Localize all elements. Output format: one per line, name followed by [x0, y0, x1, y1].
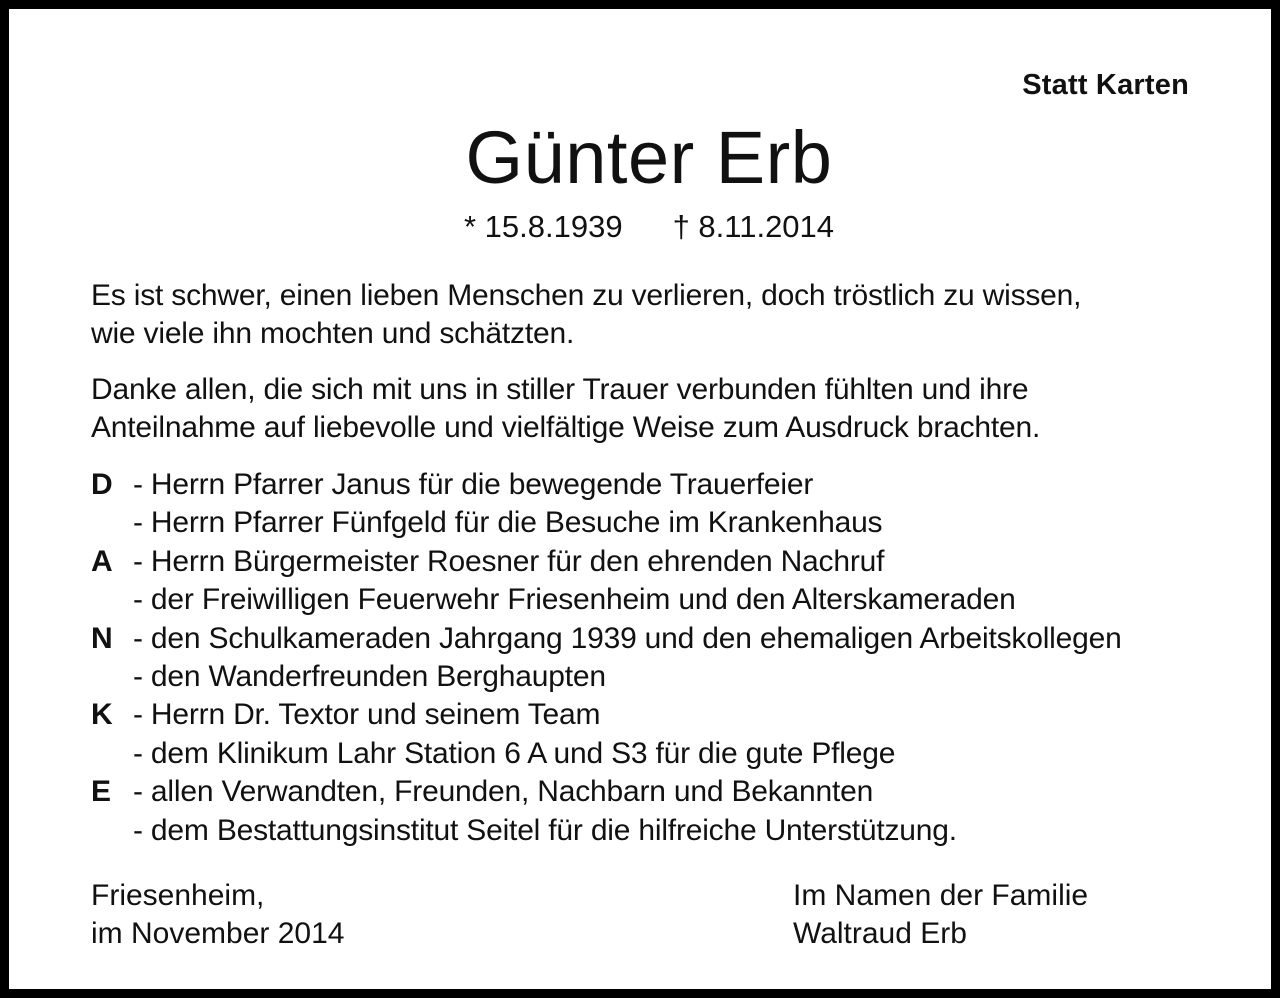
header-note: Statt Karten: [1022, 69, 1189, 101]
acrostic-letter: N: [91, 621, 113, 655]
place-and-date: [91, 877, 344, 953]
thanks-text: - Herrn Pfarrer Fünfgeld für die Besuche im Krankenhaus: [133, 506, 883, 540]
thanks-text: - dem Klinikum Lahr Station 6 A und S3 für die gute Pflege: [133, 736, 896, 770]
life-dates: [9, 209, 1280, 245]
acrostic-letter: E: [91, 775, 112, 809]
acrostic-letter: D: [91, 468, 113, 501]
footer-line: Im Namen der Familie: [793, 879, 1089, 912]
birth-date: * 15.8.1939: [463, 209, 623, 244]
gratitude-paragraph: [91, 371, 1040, 447]
footer-line: im November 2014: [91, 917, 345, 950]
acrostic-letter: K: [91, 698, 113, 732]
thanks-text: - den Wanderfreunden Berghaupten: [133, 659, 606, 693]
thanks-text: - der Freiwilligen Feuerwehr Friesenheim und den Alterskameraden: [133, 583, 1016, 617]
thanks-text: - den Schulkameraden Jahrgang 1939 und den ehemaligen Arbeitskollegen: [133, 621, 1122, 655]
paragraph-line: wie viele ihn mochten und schätzten.: [91, 317, 575, 350]
paragraph-line: Anteilnahme auf liebevolle und vielfältige Weise zum Ausdruck brachten.: [91, 411, 1041, 444]
thanks-text: - Herrn Dr. Textor und seinem Team: [133, 698, 601, 732]
paragraph-line: Es ist schwer, einen lieben Menschen zu verlieren, doch tröstlich zu wissen,: [91, 279, 1082, 312]
acrostic-letter: A: [91, 544, 113, 578]
thanks-text: - Herrn Pfarrer Janus für die bewegende Trauerfeier: [133, 468, 814, 501]
thanks-text: - allen Verwandten, Freunden, Nachbarn und Bekannten: [133, 775, 874, 809]
deceased-name: Günter Erb: [465, 116, 833, 199]
footer-line: Friesenheim,: [91, 879, 265, 912]
thanks-text: - Herrn Bürgermeister Roesner für den ehrenden Nachruf: [133, 544, 885, 578]
thanks-text: - dem Bestattungsinstitut Seitel für die hilfreiche Unterstützung.: [133, 813, 957, 847]
footer-line: Waltraud Erb: [793, 917, 967, 950]
family-signature: [793, 877, 1088, 953]
death-date: † 8.11.2014: [672, 209, 835, 244]
paragraph-line: Danke allen, die sich mit uns in stiller Trauer verbunden fühlten und ihre: [91, 373, 1029, 406]
intro-paragraph: [91, 277, 1081, 353]
